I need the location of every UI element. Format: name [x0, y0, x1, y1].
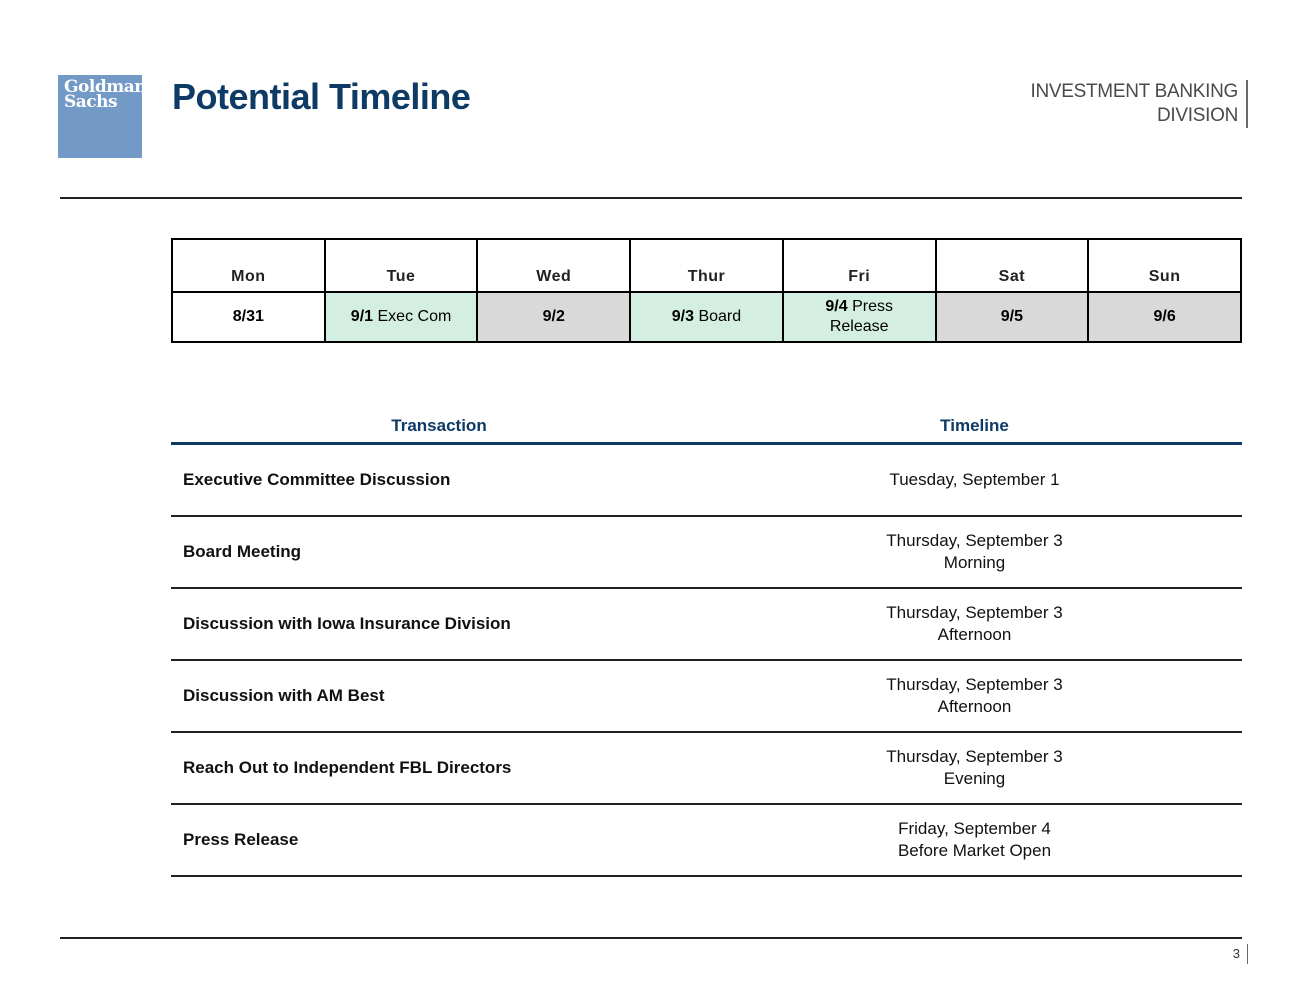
date-label: 8/31 [232, 308, 264, 325]
date-cell-tue [325, 292, 478, 342]
week-calendar [171, 238, 1242, 343]
timeline-time: Afternoon [937, 625, 1012, 644]
transaction-cell: Executive Committee Discussion [183, 470, 451, 489]
timeline-date: Tuesday, September 1 [889, 470, 1060, 489]
date-cell-sat [936, 292, 1089, 342]
table-row [171, 517, 1242, 589]
date-label: 9/4 [825, 298, 848, 315]
timeline-cell [707, 746, 1242, 790]
timeline-cell [707, 530, 1242, 574]
date-cell-fri [783, 292, 936, 342]
date-label: 9/3 [671, 308, 694, 325]
day-header-sun: Sun [1088, 239, 1241, 292]
transaction-cell: Discussion with AM Best [183, 686, 385, 705]
transaction-cell: Discussion with Iowa Insurance Division [183, 614, 511, 633]
header-divider [60, 197, 1242, 199]
calendar-date-row [172, 292, 1241, 342]
day-header-tue: Tue [325, 239, 478, 292]
table-row [171, 805, 1242, 877]
day-header-wed: Wed [477, 239, 630, 292]
transaction-timeline-table [171, 410, 1242, 877]
timeline-date: Thursday, September 3 [886, 531, 1063, 550]
transaction-cell: Board Meeting [183, 542, 302, 561]
timeline-time: Before Market Open [897, 841, 1052, 860]
division-label [1030, 80, 1248, 128]
date-label: 9/2 [542, 308, 565, 325]
date-label: 9/1 [350, 308, 374, 325]
event-label: Board [698, 308, 742, 325]
timeline-date: Friday, September 4 [898, 819, 1051, 838]
date-label: 9/6 [1153, 308, 1176, 325]
timeline-header [171, 410, 1242, 445]
timeline-date: Thursday, September 3 [886, 747, 1063, 766]
page-number: 3 [1233, 944, 1248, 964]
table-row [171, 661, 1242, 733]
goldman-sachs-logo [58, 75, 147, 158]
logo-line-1: Goldman [64, 77, 147, 97]
division-line-2: DIVISION [1156, 105, 1238, 126]
timeline-cell [707, 818, 1242, 862]
timeline-time: Afternoon [937, 697, 1012, 716]
logo-line-2: Sachs [64, 92, 118, 112]
event-label: Press Release [829, 298, 893, 335]
calendar-day-row [172, 239, 1241, 292]
date-cell-sun [1088, 292, 1241, 342]
day-header-fri: Fri [783, 239, 936, 292]
table-row [171, 589, 1242, 661]
division-line-1: INVESTMENT BANKING [1030, 81, 1238, 102]
day-header-mon: Mon [172, 239, 325, 292]
timeline-cell [707, 469, 1242, 491]
transaction-cell: Press Release [183, 830, 299, 849]
event-label: Exec Com [377, 308, 452, 325]
footer-divider [60, 937, 1242, 939]
column-header-transaction: Transaction [391, 416, 487, 435]
page-title: Potential Timeline [172, 76, 471, 117]
timeline-cell [707, 674, 1242, 718]
date-cell-thur [630, 292, 783, 342]
day-header-thur: Thur [630, 239, 783, 292]
day-header-sat: Sat [936, 239, 1089, 292]
timeline-time: Evening [943, 769, 1006, 788]
date-cell-mon [172, 292, 325, 342]
timeline-date: Thursday, September 3 [886, 603, 1063, 622]
date-label: 9/5 [1000, 308, 1023, 325]
timeline-time: Morning [943, 553, 1006, 572]
table-row [171, 445, 1242, 517]
column-header-timeline: Timeline [940, 416, 1009, 435]
table-row [171, 733, 1242, 805]
timeline-date: Thursday, September 3 [886, 675, 1063, 694]
timeline-cell [707, 602, 1242, 646]
date-cell-wed [477, 292, 630, 342]
transaction-cell: Reach Out to Independent FBL Directors [183, 758, 512, 777]
